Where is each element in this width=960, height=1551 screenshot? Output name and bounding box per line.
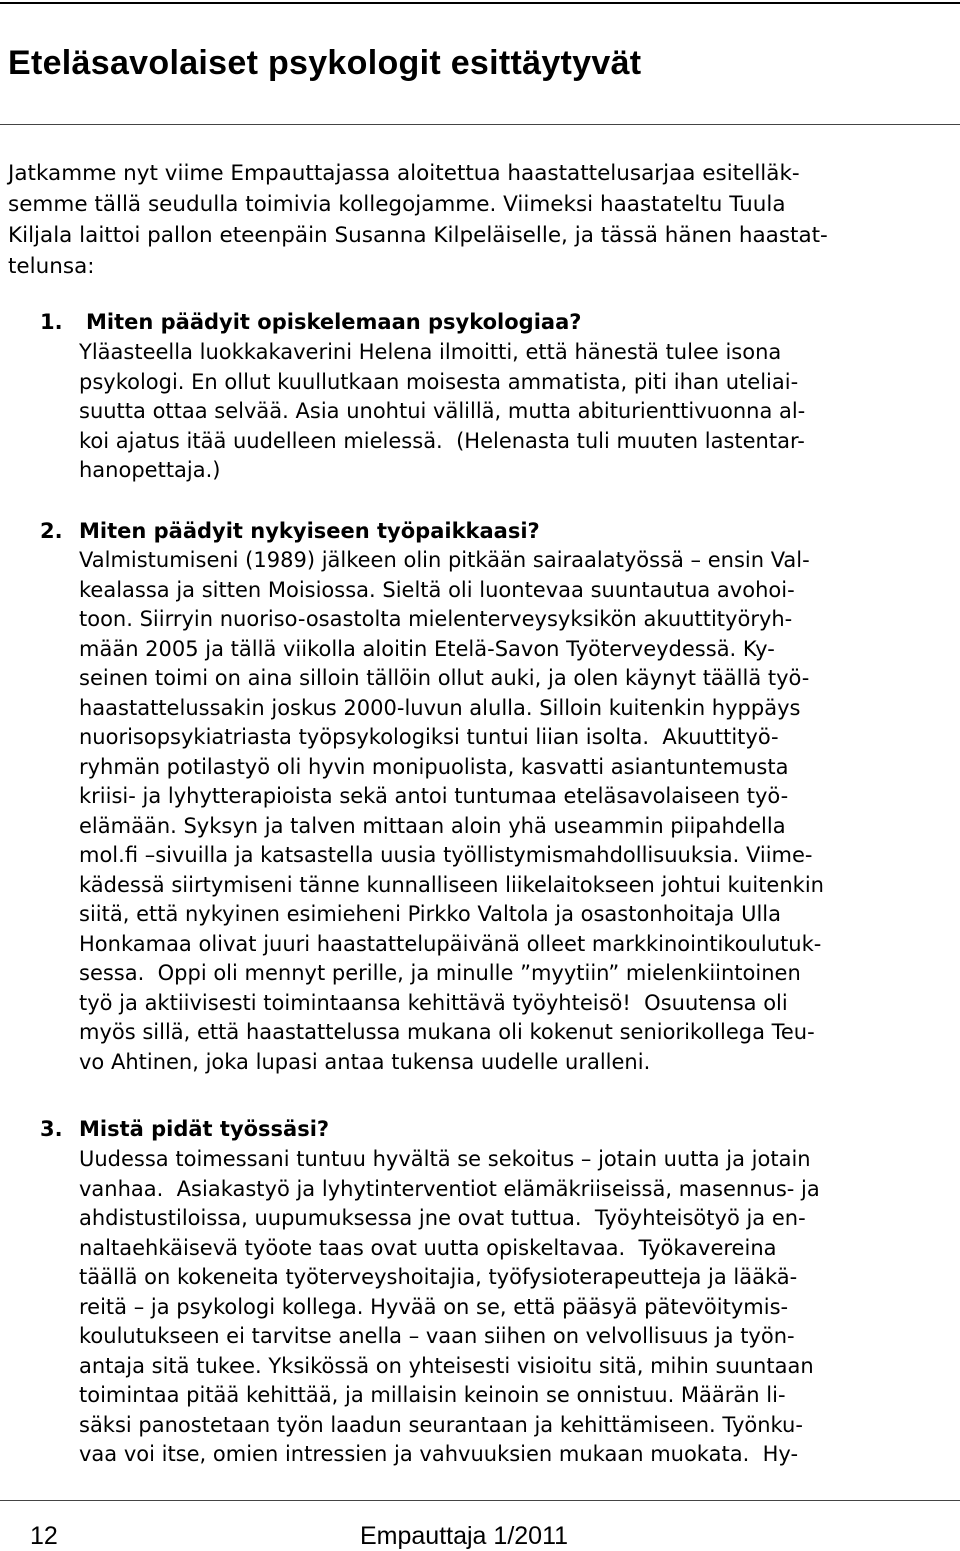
answer-line: hanopettaja.) [79,458,221,482]
answer-line: mään 2005 ja tällä viikolla aloitin Etelä-Savon Työterveydessä. Ky- [79,636,775,661]
answer-line: mol.fi –sivuilla ja katsastella uusia työllistymismahdollisuuksia. Viime- [79,843,813,867]
answer-line: toon. Siirryin nuoriso-osastolta mielenterveysyksikön akuuttityöryh- [79,607,793,631]
question-2-answer [79,546,929,1077]
answer-line: kädessä siirtymiseni tänne kunnalliseen liikelaitokseen johtui kuitenkin [79,872,824,897]
answer-line: täällä on kokeneita työterveyshoitajia, työfysioterapeutteja ja lääkä- [79,1265,798,1289]
question-2-number: 2. [40,519,63,543]
answer-line: vanhaa. Asiakastyö ja lyhytinterventiot elämäkriiseissä, masennus- ja [79,1176,820,1201]
answer-line: säksi panostetaan työn laadun seurantaan ja kehittämiseen. Työnku- [79,1412,803,1437]
intro-line: Kiljala laittoi pallon eteenpäin Susanna Kilpeläiselle, ja tässä hänen haastat- [8,223,828,248]
answer-line: antaja sitä tukee. Yksikössä on yhteisesti visioitu sitä, mihin suuntaan [79,1353,814,1378]
answer-line: haastattelussakin joskus 2000-luvun alulla. Silloin kuitenkin hyppäys [79,695,801,720]
intro-line: semme tällä seudulla toimivia kollegojamme. Viimeksi haastateltu Tuula [8,192,786,217]
answer-line: Yläasteella luokkakaverini Helena ilmoitti, että hänestä tulee isona [79,340,782,364]
question-3-number: 3. [40,1117,63,1141]
question-3-answer [79,1145,929,1470]
top-divider [0,2,960,4]
answer-line: siitä, että nykyinen esimieheni Pirkko Valtola ja osastonhoitaja Ulla [79,902,781,926]
intro-line: Jatkamme nyt viime Empauttajassa aloitettua haastattelusarjaa esitelläk- [8,161,800,186]
publication-name: Empauttaja 1/2011 [360,1522,569,1550]
answer-line: psykologi. En ollut kuullutkaan moisesta ammatista, piti ihan uteliai- [79,369,799,394]
article-title: Eteläsavolaiset psykologit esittäytyvät [8,44,642,82]
question-3-title: Mistä pidät työssäsi? [79,1117,330,1141]
answer-line: naltaehkäisevä työote taas ovat uutta opiskeltavaa. Työkavereina [79,1235,777,1260]
answer-line: elämään. Syksyn ja talven mittaan aloin yhä useammin piipahdella [79,813,786,838]
answer-line: koulutukseen ei tarvitse anella – vaan siihen on velvollisuus ja työn- [79,1324,795,1348]
question-2-title: Miten päädyit nykyiseen työpaikkaasi? [79,519,540,543]
page-number: 12 [30,1522,58,1550]
answer-line: työ ja aktiivisesti toimintaansa kehittävä työyhteisö! Osuutensa oli [79,990,788,1015]
answer-line: seinen toimi on aina silloin tällöin ollut auki, ja olen käynyt täällä työ- [79,666,810,690]
footer-divider [0,1500,960,1501]
title-divider [0,124,960,125]
answer-line: vaa voi itse, omien intressien ja vahvuuksien mukaan muokata. Hy- [79,1442,799,1466]
answer-line: nuorisopsykiatriasta työpsykologiksi tuntui liian isolta. Akuuttityö- [79,725,779,749]
answer-line: koi ajatus itää uudelleen mielessä. (Helenasta tuli muuten lastentar- [79,428,805,453]
answer-line: myös sillä, että haastattelussa mukana oli kokenut seniorikollega Teu- [79,1020,815,1044]
answer-line: Uudessa toimessani tuntuu hyvältä se sekoitus – jotain uutta ja jotain [79,1147,811,1171]
answer-line: reitä – ja psykologi kollega. Hyvää on se, että pääsyä pätevöitymis- [79,1294,789,1319]
answer-line: kriisi- ja lyhytterapioista sekä antoi tuntumaa eteläsavolaiseen työ- [79,784,789,808]
intro-paragraph [8,158,908,282]
question-1-answer [79,338,929,486]
answer-line: ahdistustiloissa, uupumuksessa jne ovat tuttua. Työyhteisötyö ja en- [79,1206,806,1230]
answer-line: ryhmän potilastyö oli hyvin monipuolista, kasvatti asiantuntemusta [79,754,789,779]
answer-line: Honkamaa olivat juuri haastattelupäivänä olleet markkinointikoulutuk- [79,931,822,956]
answer-line: Valmistumiseni (1989) jälkeen olin pitkään sairaalatyössä – ensin Val- [79,548,810,572]
answer-line: suutta ottaa selvää. Asia unohtui välillä, mutta abiturienttivuonna al- [79,399,806,423]
answer-line: vo Ahtinen, joka lupasi antaa tukensa uudelle uralleni. [79,1049,651,1074]
intro-line: telunsa: [8,254,95,279]
answer-line: sessa. Oppi oli mennyt perille, ja minulle ”myytiin” mielenkiintoinen [79,961,801,985]
question-1-number: 1. [40,310,63,334]
question-1-title: Miten päädyit opiskelemaan psykologiaa? [86,310,582,334]
answer-line: toimintaa pitää kehittää, ja millaisin keinoin se onnistuu. Määrän li- [79,1383,786,1407]
answer-line: kealassa ja sitten Moisiossa. Sieltä oli luontevaa suuntautua avohoi- [79,577,795,602]
